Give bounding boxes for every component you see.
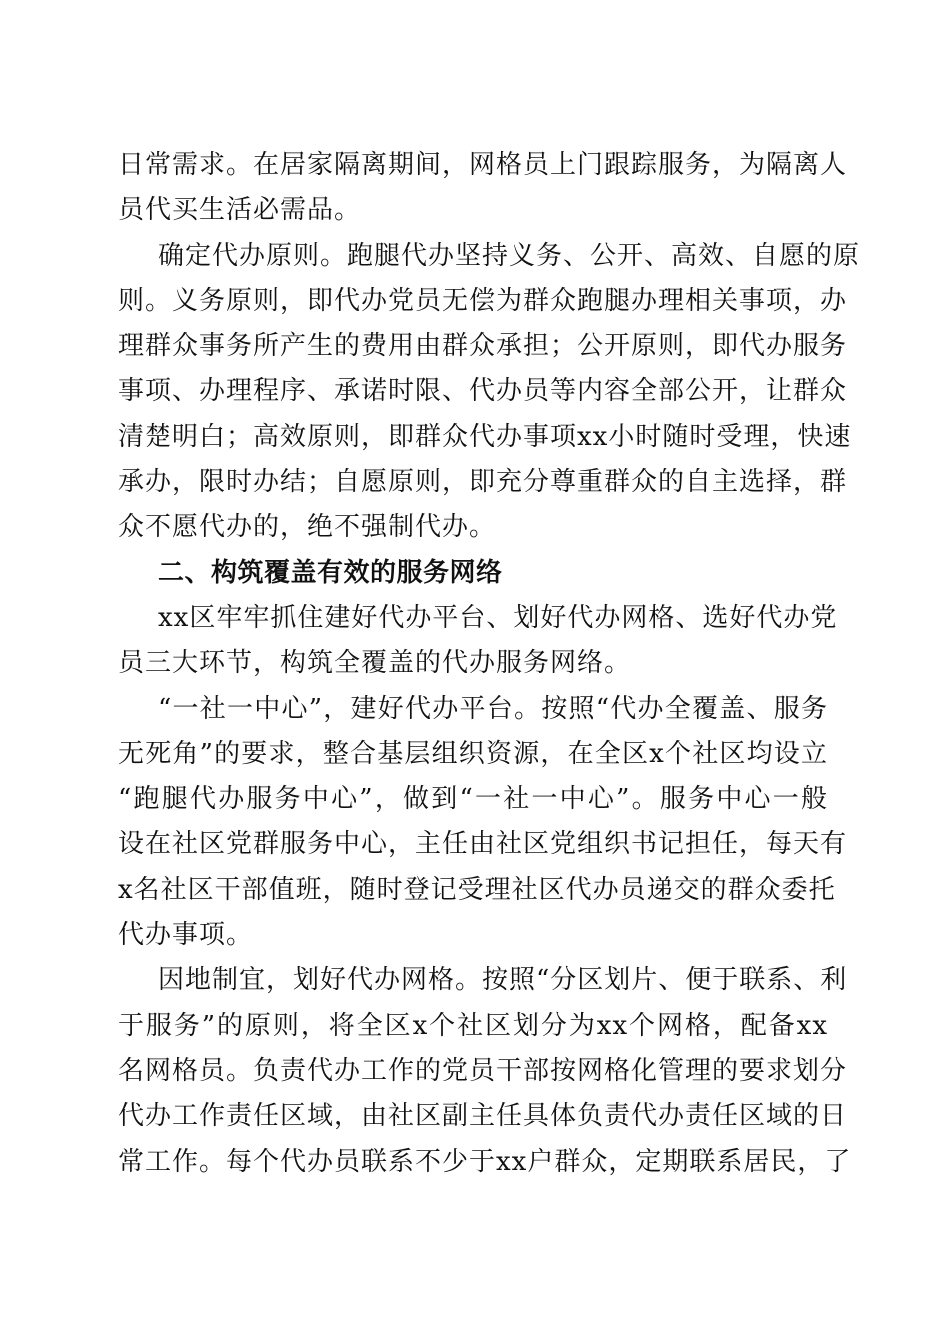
paragraph-network-intro	[118, 596, 838, 687]
document-body	[118, 143, 861, 1185]
text-line: 因地制宜，划好代办网格。按照“分区划片、便于联系、利	[158, 965, 848, 996]
text-line: 众不愿代办的，绝不强制代办。	[118, 512, 497, 543]
text-line: 清楚明白；高效原则，即群众代办事项xx小时随时受理，快速	[118, 421, 852, 452]
text-line: 于服务”的原则，将全区x个社区划分为xx个网格，配备xx	[118, 1010, 828, 1041]
text-line: 代办事项。	[118, 920, 254, 951]
section-heading	[118, 551, 828, 596]
text-line: 确定代办原则。跑腿代办坚持义务、公开、高效、自愿的原	[158, 240, 861, 271]
paragraph-service-center	[118, 687, 848, 959]
text-line: 常工作。每个代办员联系不少于xx户群众，定期联系居民，了	[118, 1146, 852, 1177]
text-line: 则。义务原则，即代办党员无偿为群众跑腿办理相关事项，办	[118, 285, 848, 316]
text-line: 名网格员。负责代办工作的党员干部按网格化管理的要求划分	[118, 1055, 848, 1086]
text-line: 承办，限时办结；自愿原则，即充分尊重群众的自主选择，群	[118, 467, 848, 498]
text-line: 设在社区党群服务中心，主任由社区党组织书记担任，每天有	[118, 829, 848, 860]
text-line: 代办工作责任区域，由社区副主任具体负责代办责任区域的日	[118, 1101, 848, 1132]
text-line: “一社一中心”，建好代办平台。按照“代办全覆盖、服务	[158, 693, 828, 724]
text-line: 员代买生活必需品。	[118, 195, 362, 226]
paragraph-agency-principles	[118, 234, 861, 551]
section-heading-text: 二、构筑覆盖有效的服务网络	[158, 557, 503, 588]
text-line: xx区牢牢抓住建好代办平台、划好代办网格、选好代办党	[158, 602, 838, 633]
text-line: 员三大环节，构筑全覆盖的代办服务网络。	[118, 648, 632, 679]
text-line: 无死角”的要求，整合基层组织资源，在全区x个社区均设立	[118, 738, 828, 769]
paragraph-grid-division	[118, 958, 852, 1184]
text-line: 理群众事务所产生的费用由群众承担；公开原则，即代办服务	[118, 331, 848, 362]
text-line: 事项、办理程序、承诺时限、代办员等内容全部公开，让群众	[118, 376, 848, 407]
text-line: “跑腿代办服务中心”，做到“一社一中心”。服务中心一般	[118, 784, 828, 815]
text-line: 日常需求。在居家隔离期间，网格员上门跟踪服务，为隔离人	[118, 150, 848, 180]
paragraph-daily-needs	[118, 143, 848, 234]
text-line: x名社区干部值班，随时登记受理社区代办员递交的群众委托	[118, 874, 836, 905]
